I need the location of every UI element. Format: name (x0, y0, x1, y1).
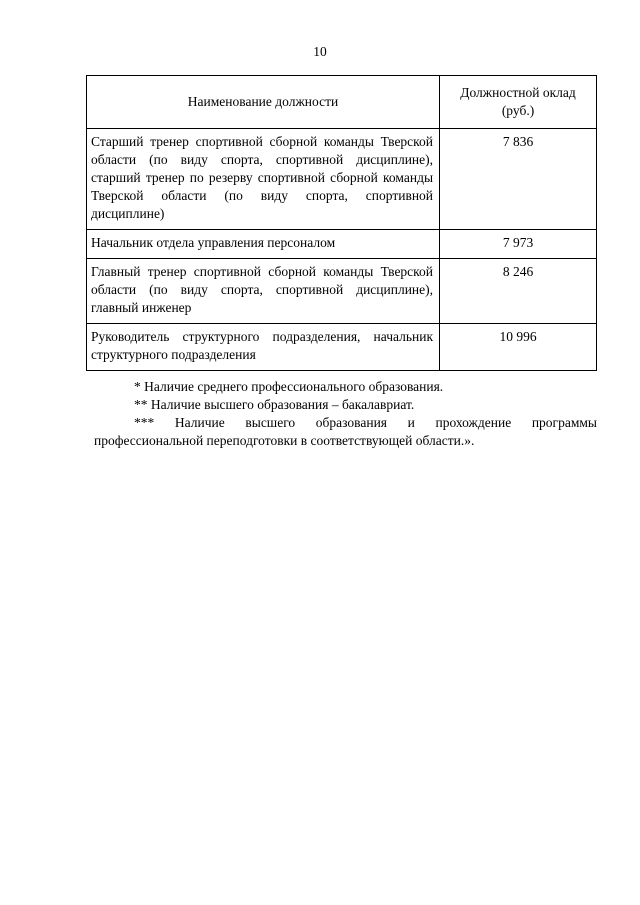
table-row (87, 324, 597, 371)
position-cell: Начальник отдела управления персоналом (87, 230, 440, 259)
footnote-1: * Наличие среднего профессионального образования. (134, 379, 444, 394)
salary-table (86, 75, 597, 371)
salary-cell: 10 996 (440, 324, 597, 371)
footnotes (94, 378, 597, 450)
position-cell: Старший тренер спортивной сборной команды Тверской области (по виду спорта, спортивной дисциплине), старший тренер по резерву спортивной сборной команды Тверской области (по виду спорта, спортивной дисциплине) (87, 129, 440, 230)
table-row (87, 129, 597, 230)
header-position: Наименование должности (87, 76, 440, 129)
salary-cell: 7 973 (440, 230, 597, 259)
page-number: 10 (313, 44, 327, 59)
table-row (87, 259, 597, 324)
table-header-row (87, 76, 597, 129)
table-row (87, 230, 597, 259)
header-salary: Должностной оклад (руб.) (440, 76, 597, 129)
footnote-2: ** Наличие высшего образования – бакалавриат. (134, 397, 415, 412)
position-cell: Главный тренер спортивной сборной команды Тверской области (по виду спорта, спортивной дисциплине), главный инженер (87, 259, 440, 324)
footnote-3: *** Наличие высшего образования и прохождение программы профессиональной переподготовки в соответствующей области.». (94, 415, 597, 448)
salary-cell: 7 836 (440, 129, 597, 230)
position-cell: Руководитель структурного подразделения, начальник структурного подразделения (87, 324, 440, 371)
salary-cell: 8 246 (440, 259, 597, 324)
